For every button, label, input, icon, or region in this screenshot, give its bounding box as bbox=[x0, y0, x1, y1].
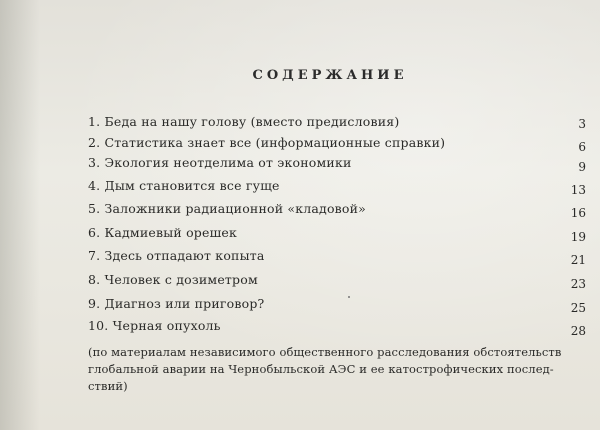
toc-entry bbox=[88, 318, 586, 338]
toc-entry-title: 6. Кадмиевый орешек bbox=[88, 225, 238, 240]
footnote-line: (по материалам независимого общественного расследования обстоятельств bbox=[88, 345, 562, 359]
toc-entry bbox=[88, 155, 586, 175]
toc-entry-title: 5. Заложники радиационной «кладовой» bbox=[88, 201, 367, 216]
footnote-line: ствий) bbox=[88, 379, 128, 393]
toc-entry-page: 28 bbox=[570, 324, 586, 338]
toc-entry-title: 7. Здесь отпадают копыта bbox=[88, 248, 265, 263]
toc-entry-title: 4. Дым становится все гуще bbox=[88, 178, 280, 193]
toc-entry-page: 23 bbox=[570, 277, 586, 291]
toc-entry-title: 2. Статистика знает все (информационные справки) bbox=[88, 135, 446, 150]
toc-entry-page: 13 bbox=[570, 183, 586, 197]
toc-entry bbox=[88, 178, 586, 198]
toc-entry bbox=[88, 272, 586, 292]
print-speck bbox=[348, 296, 350, 298]
toc-entry-page: 6 bbox=[578, 140, 586, 154]
toc-entry bbox=[88, 248, 586, 268]
toc-entry-page: 3 bbox=[578, 117, 586, 131]
toc-entry-page: 9 bbox=[578, 160, 586, 174]
contents-title: СОДЕРЖАНИЕ bbox=[252, 68, 408, 83]
toc-entry-page: 21 bbox=[570, 253, 586, 267]
footnote-line: глобальной аварии на Чернобыльской АЭС и ее катострофических послед- bbox=[88, 362, 554, 376]
toc-entry-title: 8. Человек с дозиметром bbox=[88, 272, 258, 287]
toc-entry-title: 1. Беда на нашу голову (вместо предисловия) bbox=[88, 114, 400, 129]
toc-entry bbox=[88, 296, 586, 316]
toc-entry-page: 25 bbox=[570, 301, 586, 315]
footnote bbox=[88, 344, 593, 395]
toc-entry bbox=[88, 201, 586, 221]
toc-entry bbox=[88, 225, 586, 245]
toc-entry-page: 16 bbox=[570, 206, 586, 220]
page-edge-shadow bbox=[0, 0, 40, 430]
toc-entry-title: 9. Диагноз или приговор? bbox=[88, 296, 265, 311]
toc-entry bbox=[88, 135, 586, 155]
toc-entry-title: 3. Экология неотделима от экономики bbox=[88, 155, 352, 170]
toc-entry bbox=[88, 114, 586, 134]
toc-entry-title: 10. Черная опухоль bbox=[88, 318, 221, 333]
toc-entry-page: 19 bbox=[570, 230, 586, 244]
